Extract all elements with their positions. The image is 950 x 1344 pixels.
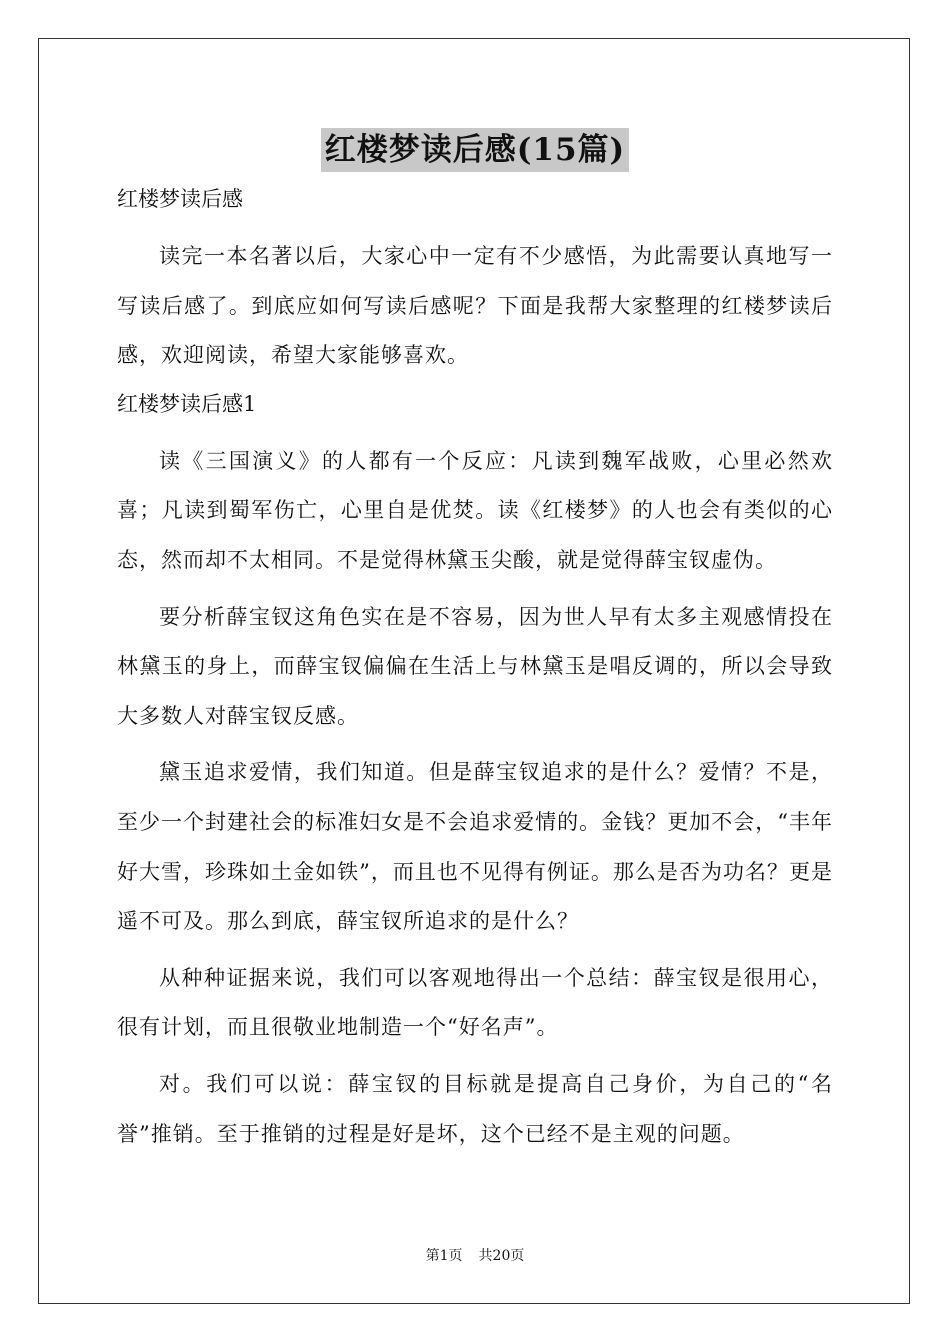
paragraph: 对。我们可以说：薛宝钗的目标就是提高自己身价，为自己的“名誉”推销。至于推销的过程是好是坏，这个已经不是主观的问题。 [117, 1071, 833, 1146]
page-number: 第1页 [425, 1248, 463, 1264]
page-total: 共20页 [478, 1248, 525, 1264]
page-footer [0, 1246, 950, 1266]
paragraph: 从种种证据来说，我们可以客观地得出一个总结：薛宝钗是很用心，很有计划，而且很敬业地制造一个“好名声”。 [117, 965, 833, 1040]
document-body [117, 183, 833, 1166]
paragraph: 读《三国演义》的人都有一个反应：凡读到魏军战败，心里必然欢喜；凡读到蜀军伤亡，心里自是优焚。读《红楼梦》的人也会有类似的心态，然而却不太相同。不是觉得林黛玉尖酸，就是觉得薛宝钗虚伪。 [117, 448, 833, 572]
paragraph: 读完一本名著以后，大家心中一定有不少感悟，为此需要认真地写一写读后感了。到底应如何写读后感呢？下面是我帮大家整理的红楼梦读后感，欢迎阅读，希望大家能够喜欢。 [117, 244, 833, 368]
document-title: 红楼梦读后感(15篇) [321, 128, 629, 172]
paragraph: 黛玉追求爱情，我们知道。但是薛宝钗追求的是什么？爱情？不是，至少一个封建社会的标准妇女是不会追求爱情的。金钱？更加不会，“丰年好大雪，珍珠如土金如铁”，而且也不见得有例证。那么是否为功名？更是遥不可及。那么到底，薛宝钗所追求的是什么？ [117, 760, 833, 934]
title-wrap [0, 128, 950, 172]
section-heading: 红楼梦读后感1 [117, 391, 257, 416]
paragraph: 要分析薛宝钗这角色实在是不容易，因为世人早有太多主观感情投在林黛玉的身上，而薛宝钗偏偏在生活上与林黛玉是唱反调的，所以会导致大多数人对薛宝钗反感。 [117, 604, 833, 728]
section-heading: 红楼梦读后感 [117, 187, 243, 211]
